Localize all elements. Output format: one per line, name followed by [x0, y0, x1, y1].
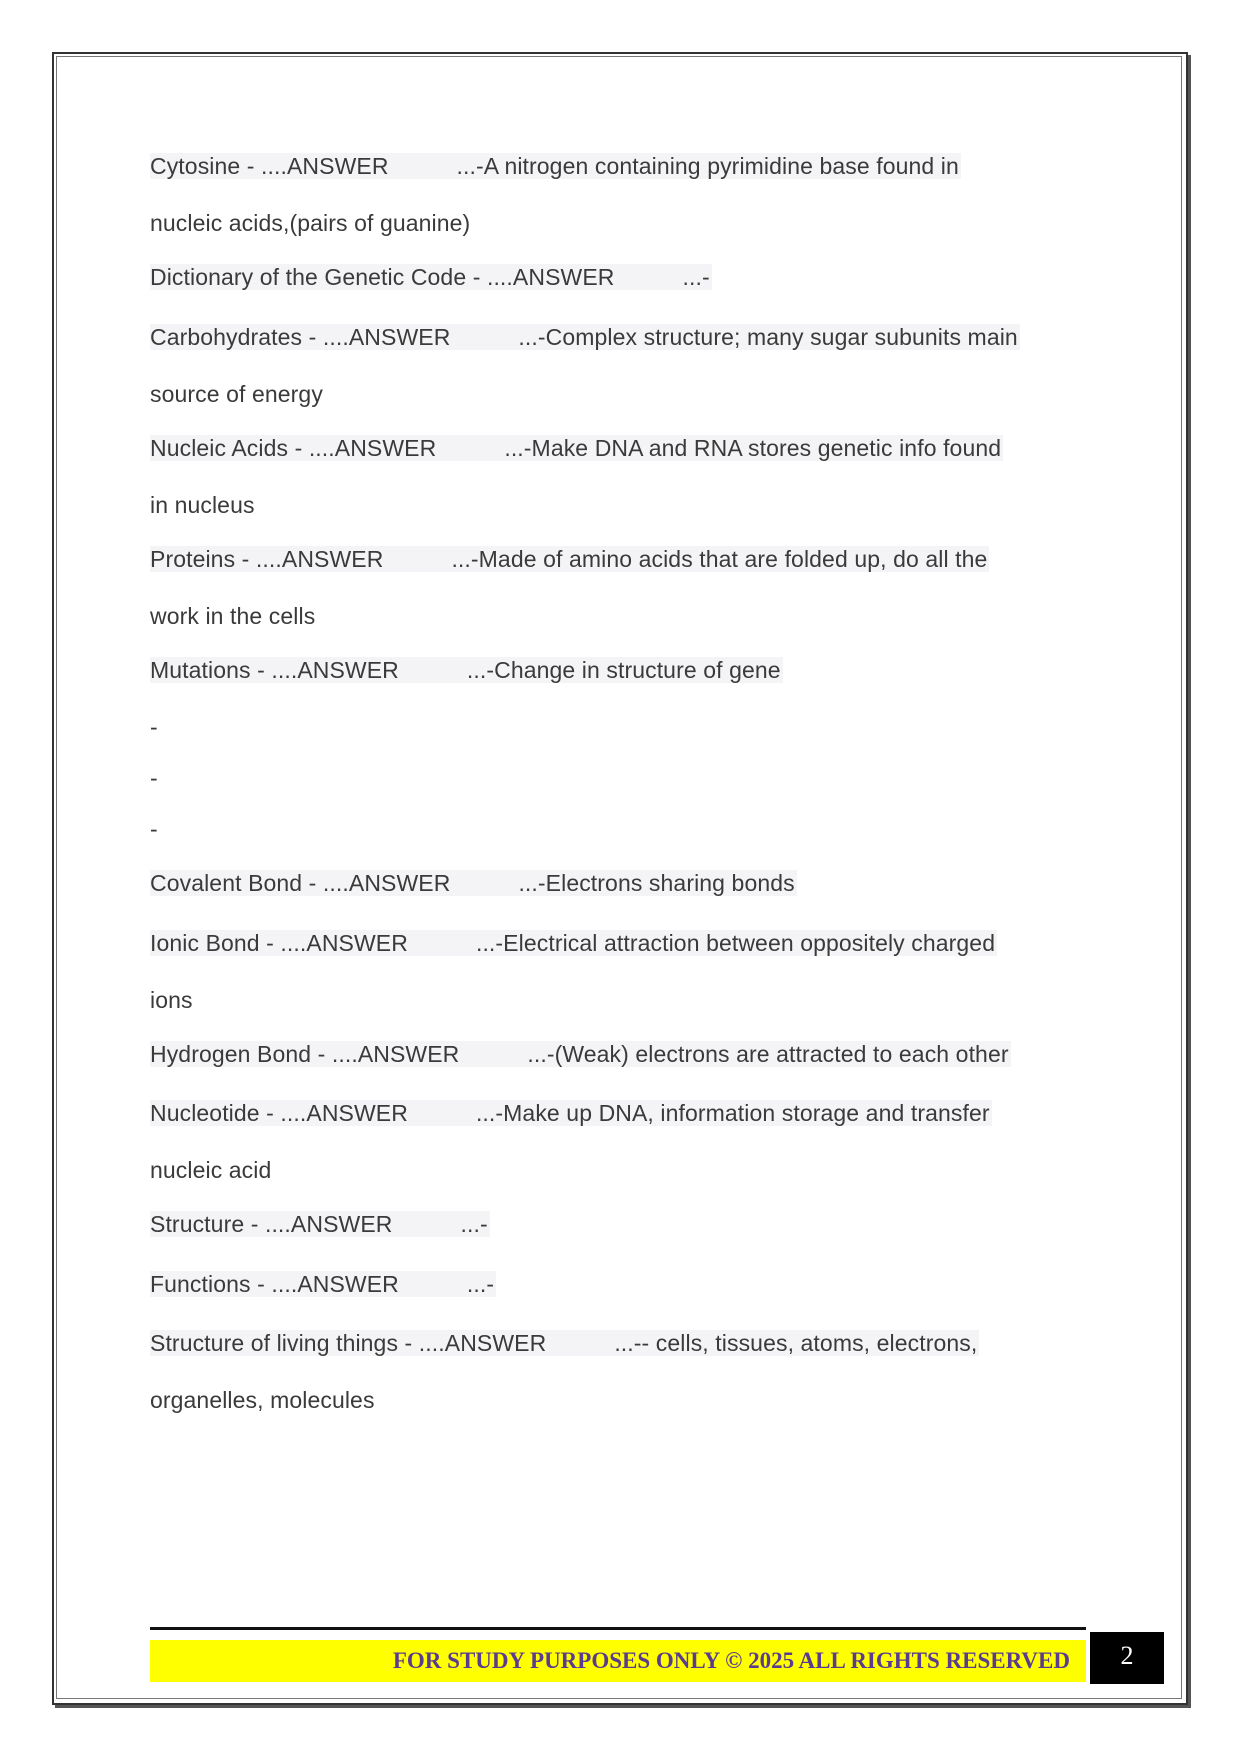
entry-answer: ...-Made of amino acids that are folded up, do all the	[451, 546, 988, 572]
entry-term: Proteins - ....ANSWER	[150, 546, 384, 572]
flashcard-entry	[150, 927, 997, 959]
entry-answer: ...-Electrons sharing bonds	[518, 870, 795, 896]
entry-highlight	[150, 1211, 490, 1237]
entry-continuation: -	[150, 816, 158, 842]
entry-term: Cytosine - ....ANSWER	[150, 153, 389, 179]
flashcard-entry	[150, 1038, 1011, 1070]
flashcard-entry	[150, 1097, 992, 1129]
footer-notice: FOR STUDY PURPOSES ONLY © 2025 ALL RIGHTS RESERVED	[150, 1640, 1086, 1682]
flashcard-entry	[150, 432, 1003, 464]
entry-continuation: nucleic acids,(pairs of guanine)	[150, 210, 471, 236]
entry-highlight	[150, 153, 961, 179]
flashcard-entry	[150, 543, 989, 575]
entry-answer: ...-A nitrogen containing pyrimidine base found in	[456, 153, 959, 179]
entry-continuation: -	[150, 714, 158, 740]
entry-highlight	[150, 546, 989, 572]
flashcard-entry	[150, 1327, 979, 1359]
entry-term: Structure of living things - ....ANSWER	[150, 1330, 547, 1356]
entry-answer: ...-Electrical attraction between oppositely charged	[475, 930, 996, 956]
entry-term: Ionic Bond - ....ANSWER	[150, 930, 408, 956]
entry-term: Covalent Bond - ....ANSWER	[150, 870, 451, 896]
entry-answer: ...-Make DNA and RNA stores genetic info found	[504, 435, 1002, 461]
entry-continuation: in nucleus	[150, 492, 255, 518]
entry-answer: ...-- cells, tissues, atoms, electrons,	[614, 1330, 978, 1356]
entry-continuation: -	[150, 765, 158, 791]
entry-highlight	[150, 435, 1003, 461]
entry-highlight	[150, 1271, 496, 1297]
entry-highlight	[150, 264, 712, 290]
footer-rule	[150, 1627, 1086, 1630]
entry-continuation: organelles, molecules	[150, 1387, 375, 1413]
entry-continuation: work in the cells	[150, 603, 316, 629]
entry-term: Functions - ....ANSWER	[150, 1271, 399, 1297]
entry-term: Structure - ....ANSWER	[150, 1211, 393, 1237]
flashcard-entry	[150, 1268, 496, 1300]
flashcard-entry	[150, 654, 783, 686]
entry-highlight	[150, 1100, 992, 1126]
flashcard-entry	[150, 261, 712, 293]
flashcard-entry	[150, 321, 1020, 353]
flashcard-entry	[150, 150, 961, 182]
flashcard-entry	[150, 867, 797, 899]
entry-continuation: source of energy	[150, 381, 323, 407]
entry-term: Nucleotide - ....ANSWER	[150, 1100, 408, 1126]
entry-answer: ...-Complex structure; many sugar subunits main	[518, 324, 1018, 350]
entry-answer: ...-	[460, 1211, 488, 1237]
entry-highlight	[150, 1330, 979, 1356]
entry-answer: ...-Change in structure of gene	[466, 657, 781, 683]
entry-term: Dictionary of the Genetic Code - ....ANSWER	[150, 264, 615, 290]
entry-highlight	[150, 657, 783, 683]
entry-answer: ...-	[682, 264, 710, 290]
entry-answer: ...-Make up DNA, information storage and transfer	[475, 1100, 990, 1126]
entry-answer: ...-(Weak) electrons are attracted to each other	[527, 1041, 1009, 1067]
entry-continuation: ions	[150, 987, 193, 1013]
entry-highlight	[150, 870, 797, 896]
flashcard-entry	[150, 1208, 490, 1240]
entry-term: Carbohydrates - ....ANSWER	[150, 324, 451, 350]
entry-highlight	[150, 1041, 1011, 1067]
entry-continuation: nucleic acid	[150, 1157, 272, 1183]
entry-term: Mutations - ....ANSWER	[150, 657, 399, 683]
entry-answer: ...-	[466, 1271, 495, 1297]
page-number: 2	[1090, 1632, 1164, 1684]
entry-highlight	[150, 930, 997, 956]
entry-highlight	[150, 324, 1020, 350]
entry-term: Hydrogen Bond - ....ANSWER	[150, 1041, 460, 1067]
entry-term: Nucleic Acids - ....ANSWER	[150, 435, 437, 461]
